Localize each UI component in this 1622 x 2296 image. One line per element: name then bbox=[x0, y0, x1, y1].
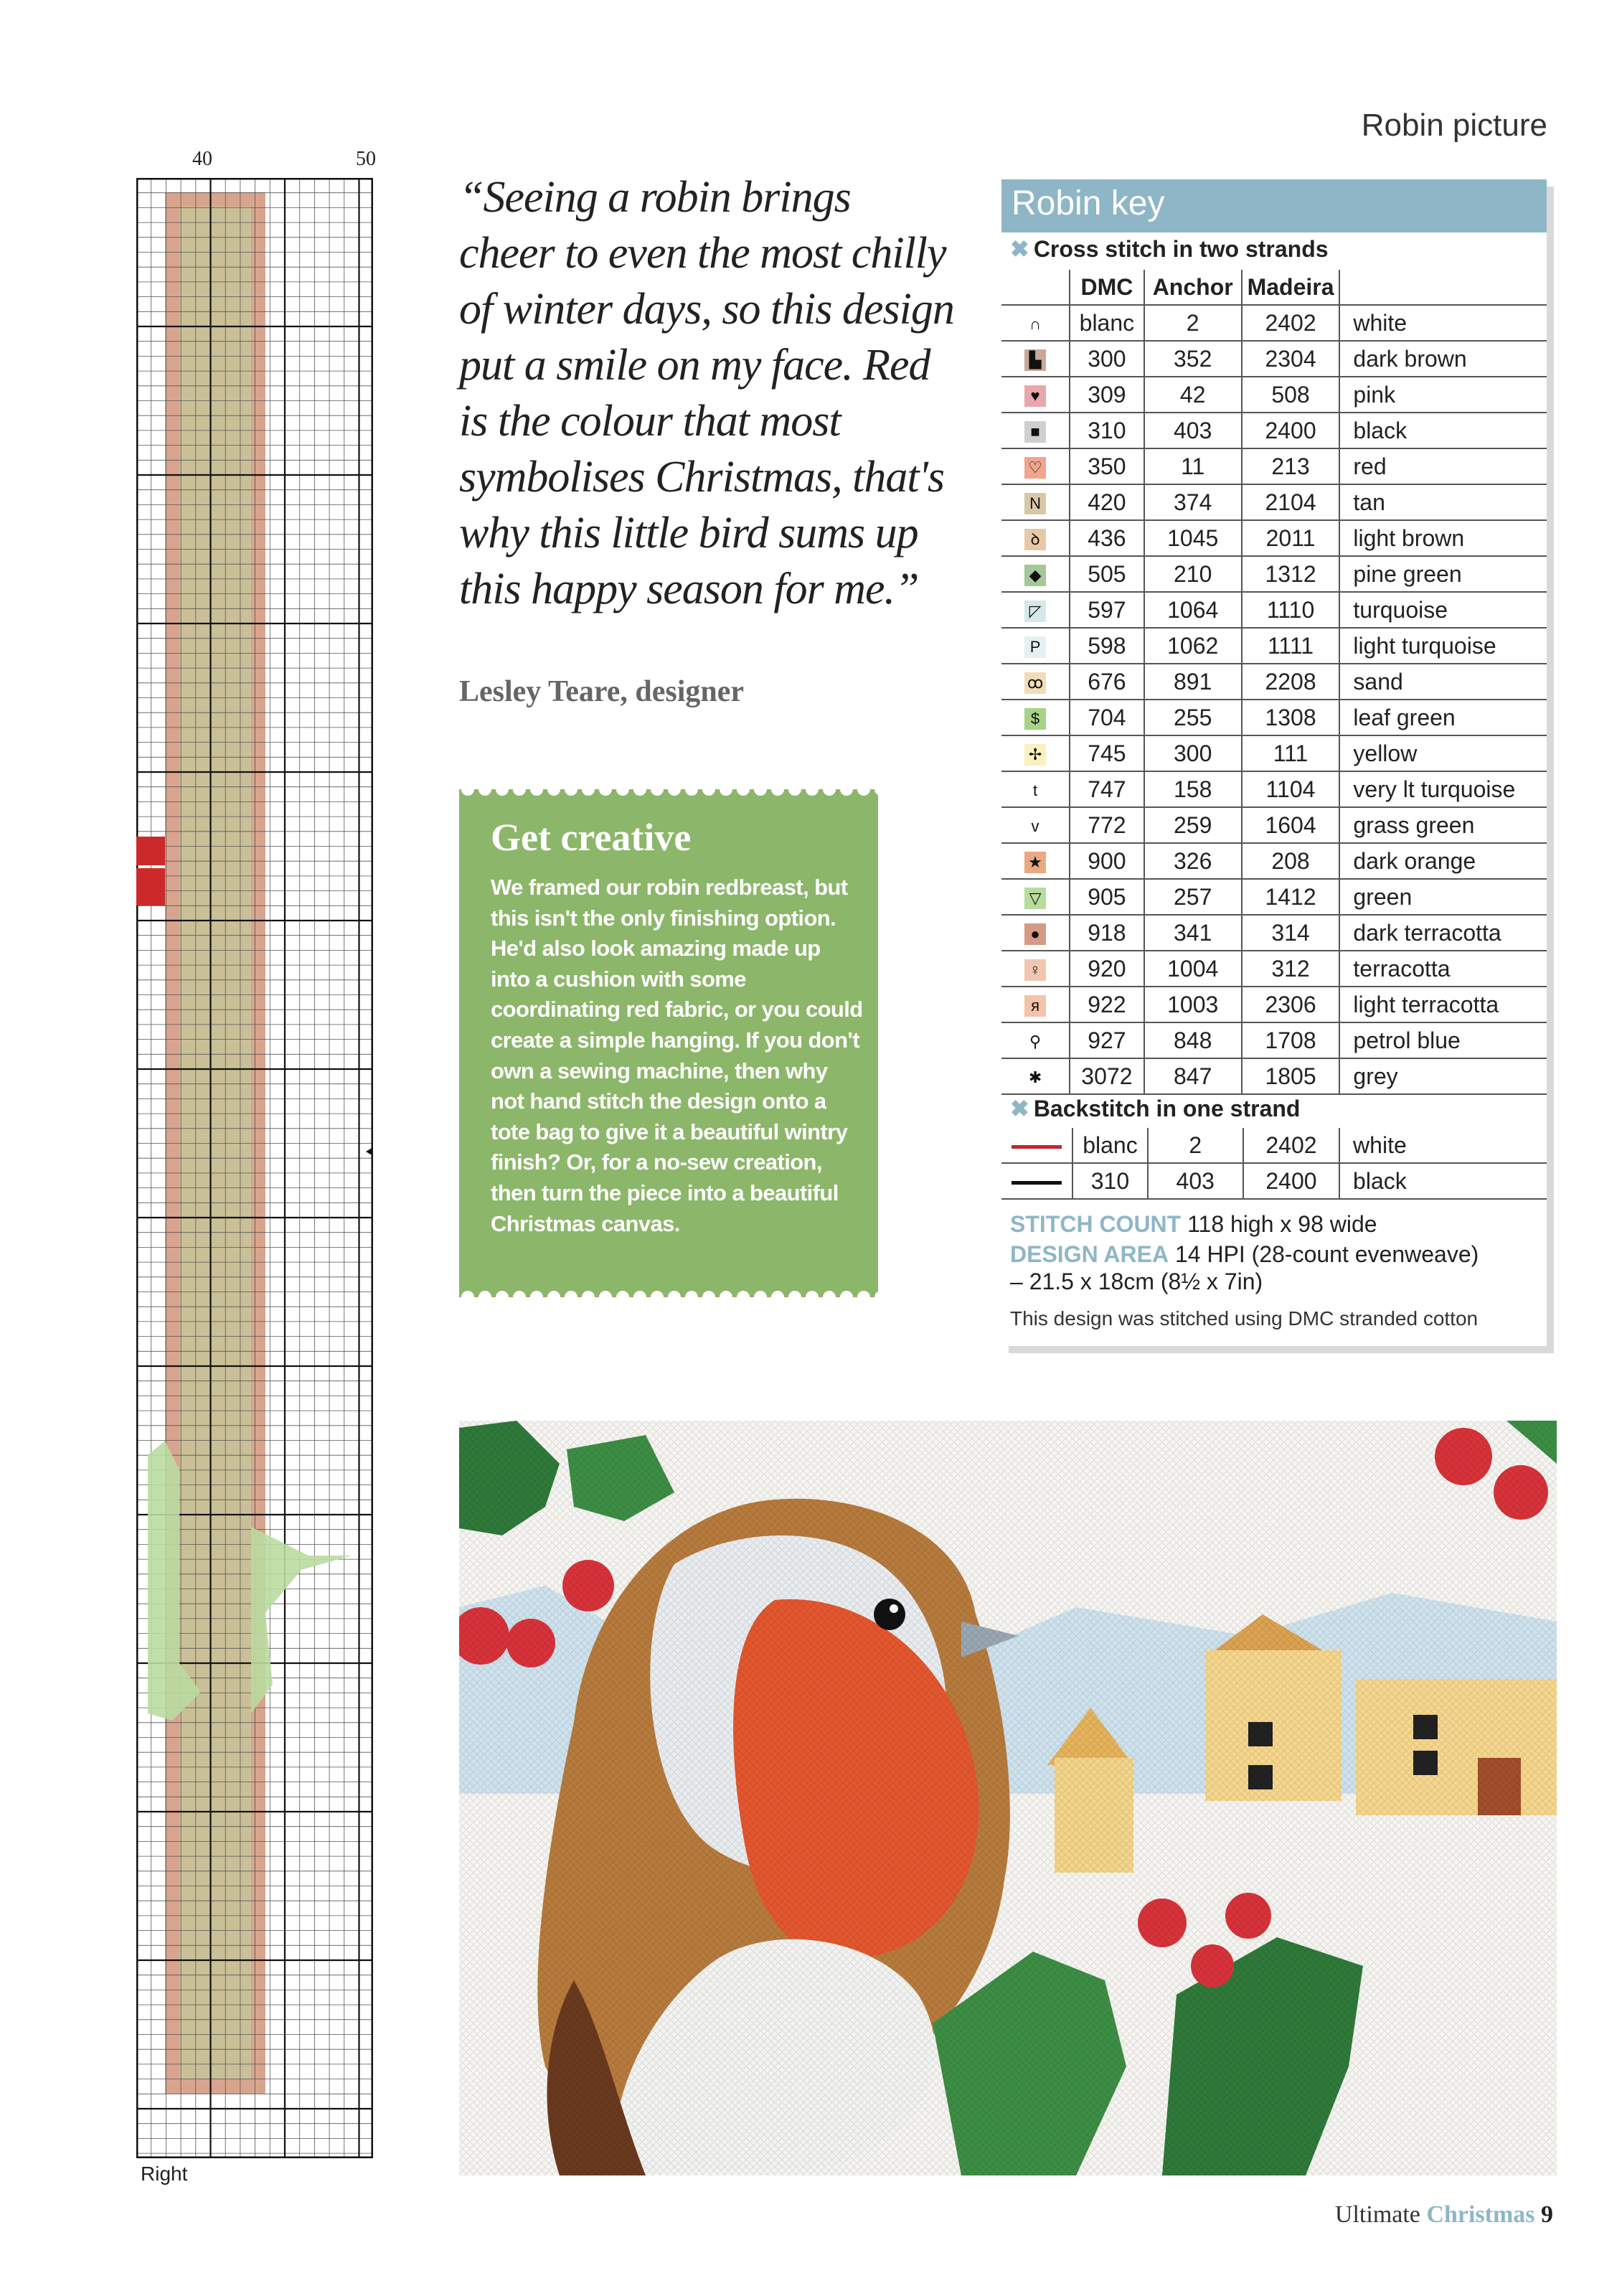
key-symbol-cell bbox=[1001, 735, 1070, 771]
madeira-cell: 2011 bbox=[1242, 520, 1340, 556]
key-row bbox=[1001, 305, 1547, 341]
anchor-cell: 403 bbox=[1144, 413, 1242, 448]
stitch-count-label: STITCH COUNT bbox=[1010, 1211, 1182, 1237]
cross-icon: ✖ bbox=[1010, 236, 1029, 262]
key-symbol-cell bbox=[1001, 951, 1070, 987]
madeira-cell: 314 bbox=[1242, 915, 1340, 951]
colour-name-cell: very lt turquoise bbox=[1339, 771, 1547, 807]
table-header-row bbox=[1001, 270, 1547, 305]
anchor-cell: 1062 bbox=[1144, 628, 1242, 664]
key-symbol-icon: ▙ bbox=[1024, 349, 1046, 371]
key-symbol-cell bbox=[1001, 628, 1070, 664]
key-symbol-icon: $ bbox=[1024, 708, 1046, 730]
colour-name-cell: grey bbox=[1339, 1058, 1547, 1094]
key-header bbox=[1001, 179, 1547, 232]
madeira-cell: 2402 bbox=[1242, 305, 1340, 341]
colour-name-cell: sand bbox=[1339, 664, 1547, 700]
dmc-cell: blanc bbox=[1072, 1128, 1147, 1163]
key-row bbox=[1001, 341, 1547, 377]
dmc-cell: 310 bbox=[1070, 413, 1144, 448]
quote-author: Lesley Teare, designer bbox=[459, 675, 745, 708]
chart-red-block bbox=[136, 877, 165, 905]
page-number: 9 bbox=[1541, 2201, 1553, 2228]
key-symbol-icon: ✱ bbox=[1024, 1067, 1046, 1088]
anchor-cell: 403 bbox=[1148, 1163, 1243, 1199]
madeira-cell: 1308 bbox=[1242, 700, 1340, 735]
anchor-cell: 300 bbox=[1144, 735, 1242, 771]
madeira-column-header: Madeira bbox=[1242, 270, 1340, 305]
anchor-cell: 2 bbox=[1148, 1128, 1243, 1163]
dmc-cell: 3072 bbox=[1070, 1058, 1144, 1094]
key-symbol-icon: ♀ bbox=[1024, 959, 1046, 981]
madeira-cell: 2304 bbox=[1242, 341, 1340, 377]
key-symbol-icon: ● bbox=[1024, 923, 1046, 945]
dmc-cell: 309 bbox=[1070, 377, 1144, 413]
colour-name-cell: white bbox=[1339, 305, 1547, 341]
anchor-cell: 374 bbox=[1144, 484, 1242, 520]
key-symbol-icon: ◆ bbox=[1024, 565, 1046, 586]
madeira-cell: 1111 bbox=[1242, 628, 1340, 664]
dmc-cell: 436 bbox=[1070, 520, 1144, 556]
backstitch-table bbox=[1001, 1128, 1547, 1200]
madeira-cell: 1110 bbox=[1242, 592, 1340, 628]
key-row bbox=[1001, 915, 1547, 951]
anchor-cell: 1064 bbox=[1144, 592, 1242, 628]
colour-name-cell: red bbox=[1339, 448, 1547, 484]
dmc-cell: 704 bbox=[1070, 700, 1144, 735]
colour-name-cell: pink bbox=[1339, 377, 1547, 413]
key-symbol-cell bbox=[1001, 1022, 1070, 1058]
key-row bbox=[1001, 843, 1547, 879]
dmc-cell: 920 bbox=[1070, 951, 1144, 987]
colour-name-cell: light turquoise bbox=[1339, 628, 1547, 664]
key-row bbox=[1001, 771, 1547, 807]
design-area-size: – 21.5 x 18cm (8½ x 7in) bbox=[1010, 1269, 1263, 1294]
holly-leaf-shape-right bbox=[251, 1527, 352, 1713]
key-symbol-cell bbox=[1001, 807, 1070, 843]
designer-quote: “Seeing a robin brings cheer to even the most chilly of winter days, so this design put a smile on my face. Red is the colour that most symbolises Christmas, that's why this little bird sums up this happy season for me.” bbox=[459, 173, 954, 613]
colour-name-cell: terracotta bbox=[1339, 951, 1547, 987]
robin-key-panel bbox=[1001, 179, 1547, 1346]
stitch-count-value: 118 high x 98 wide bbox=[1187, 1211, 1377, 1237]
anchor-cell: 210 bbox=[1144, 556, 1242, 592]
colour-name-cell: black bbox=[1339, 1163, 1547, 1199]
dmc-cell: 676 bbox=[1070, 664, 1144, 700]
dmc-cell: 420 bbox=[1070, 484, 1144, 520]
madeira-cell: 213 bbox=[1242, 448, 1340, 484]
cross-stitch-heading bbox=[1010, 235, 1329, 263]
anchor-cell: 891 bbox=[1144, 664, 1242, 700]
key-symbol-cell bbox=[1001, 341, 1070, 377]
cross-stitch-chart bbox=[136, 178, 373, 2158]
get-creative-box bbox=[459, 789, 878, 1297]
chart-axis-number-50: 50 bbox=[356, 148, 376, 170]
cross-stitch-heading-text: Cross stitch in two strands bbox=[1033, 236, 1329, 262]
anchor-cell: 1004 bbox=[1144, 951, 1242, 987]
colour-name-cell: petrol blue bbox=[1339, 1022, 1547, 1058]
chart-red-block bbox=[136, 837, 165, 865]
anchor-cell: 341 bbox=[1144, 915, 1242, 951]
robin-illustration bbox=[459, 1421, 1557, 2175]
backstitch-line-cell bbox=[1001, 1128, 1072, 1163]
colour-name-cell: black bbox=[1339, 413, 1547, 448]
design-area-label: DESIGN AREA bbox=[1010, 1241, 1169, 1267]
key-symbol-cell bbox=[1001, 1058, 1070, 1094]
key-row bbox=[1001, 807, 1547, 843]
key-symbol-cell bbox=[1001, 377, 1070, 413]
anchor-cell: 1003 bbox=[1144, 987, 1242, 1022]
key-title: Robin key bbox=[1012, 184, 1165, 222]
scallop-bottom bbox=[459, 1289, 878, 1306]
colour-name-cell: leaf green bbox=[1339, 700, 1547, 735]
key-row bbox=[1001, 556, 1547, 592]
dmc-cell: 922 bbox=[1070, 987, 1144, 1022]
madeira-cell: 312 bbox=[1242, 951, 1340, 987]
key-row bbox=[1001, 700, 1547, 735]
dmc-column-header: DMC bbox=[1070, 270, 1144, 305]
anchor-cell: 848 bbox=[1144, 1022, 1242, 1058]
key-row bbox=[1001, 484, 1547, 520]
key-symbol-icon: v bbox=[1024, 816, 1046, 837]
dmc-cell: 772 bbox=[1070, 807, 1144, 843]
colour-name-cell: dark brown bbox=[1339, 341, 1547, 377]
symbol-column-header bbox=[1001, 270, 1070, 305]
design-area-value: 14 HPI (28-count evenweave) bbox=[1174, 1241, 1479, 1267]
key-row bbox=[1001, 1058, 1547, 1094]
thread-note: This design was stitched using DMC stranded cotton bbox=[1010, 1307, 1479, 1330]
dmc-cell: 905 bbox=[1070, 879, 1144, 915]
colour-name-cell: light brown bbox=[1339, 520, 1547, 556]
scallop-top bbox=[459, 781, 878, 798]
anchor-cell: 2 bbox=[1144, 305, 1242, 341]
anchor-cell: 158 bbox=[1144, 771, 1242, 807]
colour-name-cell: green bbox=[1339, 879, 1547, 915]
design-area bbox=[1010, 1241, 1479, 1268]
chart-label: Right bbox=[141, 2163, 188, 2185]
madeira-cell: 2400 bbox=[1243, 1163, 1339, 1199]
dmc-cell: 310 bbox=[1072, 1163, 1147, 1199]
madeira-cell: 1604 bbox=[1242, 807, 1340, 843]
colour-name-cell: dark terracotta bbox=[1339, 915, 1547, 951]
key-symbol-icon: ■ bbox=[1024, 421, 1046, 443]
colour-name-cell: yellow bbox=[1339, 735, 1547, 771]
footer-prefix: Ultimate bbox=[1334, 2201, 1420, 2228]
get-creative-body: We framed our robin redbreast, but this isn't the only finishing option. He'd also look amazing made up into a cushion with some coordinating red fabric, or you could create a simple hanging. If you don't own a sewing machine, then why not hand stitch the design onto a tote bag to give it a beautiful wintry finish? Or, for a no-sew creation, then turn the piece into a beautiful Christmas canvas. bbox=[491, 875, 863, 1236]
key-symbol-cell bbox=[1001, 915, 1070, 951]
backstitch-row bbox=[1001, 1163, 1547, 1199]
key-symbol-cell bbox=[1001, 664, 1070, 700]
madeira-cell: 2208 bbox=[1242, 664, 1340, 700]
key-symbol-icon: t bbox=[1024, 780, 1046, 801]
key-symbol-cell bbox=[1001, 448, 1070, 484]
dmc-cell: 597 bbox=[1070, 592, 1144, 628]
key-symbol-cell bbox=[1001, 520, 1070, 556]
dmc-cell: 598 bbox=[1070, 628, 1144, 664]
colour-name-cell: light terracotta bbox=[1339, 987, 1547, 1022]
key-symbol-icon: N bbox=[1024, 493, 1046, 514]
dmc-cell: blanc bbox=[1070, 305, 1144, 341]
stitch-count bbox=[1010, 1211, 1377, 1238]
key-symbol-icon: ꝺ bbox=[1024, 529, 1046, 550]
madeira-cell: 1312 bbox=[1242, 556, 1340, 592]
key-symbol-cell bbox=[1001, 987, 1070, 1022]
key-row bbox=[1001, 879, 1547, 915]
anchor-cell: 255 bbox=[1144, 700, 1242, 735]
key-symbol-icon: ꝏ bbox=[1024, 672, 1046, 694]
anchor-cell: 326 bbox=[1144, 843, 1242, 879]
anchor-cell: 352 bbox=[1144, 341, 1242, 377]
colour-name-cell: tan bbox=[1339, 484, 1547, 520]
key-symbol-icon: ★ bbox=[1024, 852, 1046, 873]
key-symbol-cell bbox=[1001, 879, 1070, 915]
key-symbol-cell bbox=[1001, 700, 1070, 735]
name-column-header bbox=[1339, 270, 1547, 305]
key-row bbox=[1001, 1022, 1547, 1058]
dmc-cell: 745 bbox=[1070, 735, 1144, 771]
anchor-column-header: Anchor bbox=[1144, 270, 1242, 305]
key-row bbox=[1001, 377, 1547, 413]
madeira-cell: 2306 bbox=[1242, 987, 1340, 1022]
madeira-cell: 2400 bbox=[1242, 413, 1340, 448]
key-row bbox=[1001, 951, 1547, 987]
dmc-cell: 900 bbox=[1070, 843, 1144, 879]
key-symbol-icon: ∩ bbox=[1024, 314, 1046, 335]
madeira-cell: 508 bbox=[1242, 377, 1340, 413]
key-row bbox=[1001, 520, 1547, 556]
key-symbol-cell bbox=[1001, 484, 1070, 520]
key-symbol-icon: ♥ bbox=[1024, 385, 1046, 407]
chart-grid bbox=[136, 178, 373, 2158]
chart-axis-number-40: 40 bbox=[192, 148, 212, 170]
backstitch-line-icon bbox=[1012, 1145, 1062, 1149]
key-symbol-cell bbox=[1001, 305, 1070, 341]
section-title: Robin picture bbox=[1361, 108, 1547, 143]
stitched-robin-photo bbox=[459, 1421, 1557, 2175]
key-symbol-cell bbox=[1001, 413, 1070, 448]
key-symbol-cell bbox=[1001, 843, 1070, 879]
madeira-cell: 2104 bbox=[1242, 484, 1340, 520]
dmc-cell: 505 bbox=[1070, 556, 1144, 592]
colour-name-cell: grass green bbox=[1339, 807, 1547, 843]
key-symbol-icon: P bbox=[1024, 636, 1046, 658]
get-creative-title: Get creative bbox=[491, 816, 692, 859]
anchor-cell: 1045 bbox=[1144, 520, 1242, 556]
cross-stitch-table bbox=[1001, 270, 1547, 1095]
cross-icon: ✖ bbox=[1010, 1096, 1029, 1121]
anchor-cell: 42 bbox=[1144, 377, 1242, 413]
key-symbol-cell bbox=[1001, 592, 1070, 628]
madeira-cell: 208 bbox=[1242, 843, 1340, 879]
anchor-cell: 257 bbox=[1144, 879, 1242, 915]
key-symbol-cell bbox=[1001, 771, 1070, 807]
key-row bbox=[1001, 987, 1547, 1022]
colour-name-cell: turquoise bbox=[1339, 592, 1547, 628]
backstitch-line-cell bbox=[1001, 1163, 1072, 1199]
key-symbol-icon: ⚲ bbox=[1024, 1031, 1046, 1053]
key-symbol-cell bbox=[1001, 556, 1070, 592]
dmc-cell: 918 bbox=[1070, 915, 1144, 951]
backstitch-line-icon bbox=[1012, 1181, 1062, 1185]
madeira-cell: 1805 bbox=[1242, 1058, 1340, 1094]
anchor-cell: 259 bbox=[1144, 807, 1242, 843]
key-symbol-icon: ◸ bbox=[1024, 601, 1046, 622]
key-symbol-icon: я bbox=[1024, 995, 1046, 1017]
madeira-cell: 111 bbox=[1242, 735, 1340, 771]
colour-name-cell: dark orange bbox=[1339, 843, 1547, 879]
colour-name-cell: white bbox=[1339, 1128, 1547, 1163]
footer-brand: Christmas bbox=[1426, 2201, 1535, 2228]
key-row bbox=[1001, 448, 1547, 484]
key-row bbox=[1001, 413, 1547, 448]
dmc-cell: 927 bbox=[1070, 1022, 1144, 1058]
key-row bbox=[1001, 735, 1547, 771]
page-footer bbox=[1335, 2201, 1553, 2229]
backstitch-heading bbox=[1010, 1095, 1300, 1122]
key-symbol-icon: ♡ bbox=[1024, 457, 1046, 479]
madeira-cell: 1104 bbox=[1242, 771, 1340, 807]
dmc-cell: 300 bbox=[1070, 341, 1144, 377]
anchor-cell: 11 bbox=[1144, 448, 1242, 484]
backstitch-row bbox=[1001, 1128, 1547, 1163]
key-row bbox=[1001, 592, 1547, 628]
key-symbol-icon: ✢ bbox=[1024, 744, 1046, 766]
colour-name-cell: pine green bbox=[1339, 556, 1547, 592]
dmc-cell: 747 bbox=[1070, 771, 1144, 807]
anchor-cell: 847 bbox=[1144, 1058, 1242, 1094]
key-symbol-icon: ▽ bbox=[1024, 888, 1046, 909]
key-row bbox=[1001, 628, 1547, 664]
madeira-cell: 2402 bbox=[1243, 1128, 1339, 1163]
backstitch-heading-text: Backstitch in one strand bbox=[1033, 1096, 1301, 1121]
madeira-cell: 1708 bbox=[1242, 1022, 1340, 1058]
key-row bbox=[1001, 664, 1547, 700]
dmc-cell: 350 bbox=[1070, 448, 1144, 484]
madeira-cell: 1412 bbox=[1242, 879, 1340, 915]
